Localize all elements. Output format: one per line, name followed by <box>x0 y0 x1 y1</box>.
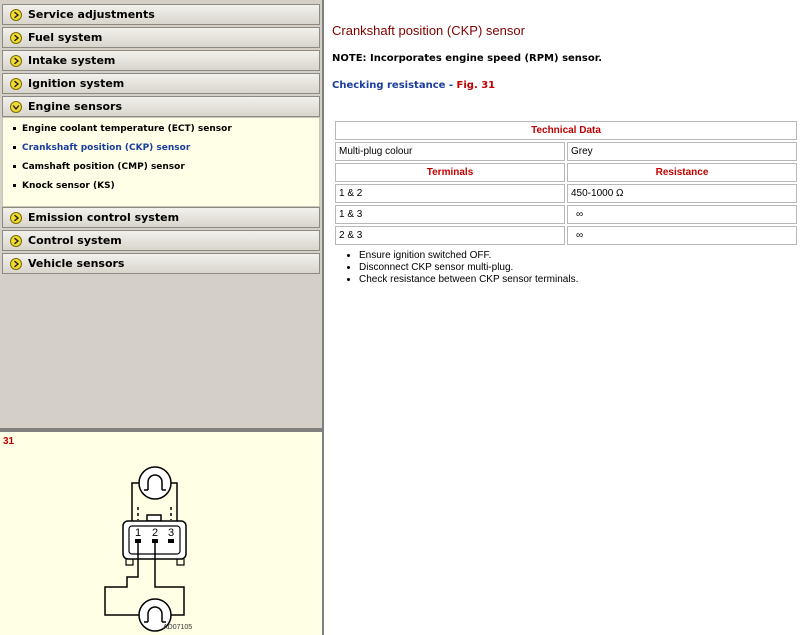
list-item: • Disconnect CKP sensor multi-plug. <box>359 262 578 274</box>
nav-category-control-system[interactable] <box>2 230 320 251</box>
terminal-2-pin <box>152 539 158 543</box>
chevron-right-icon <box>10 212 22 224</box>
checking-label: Checking resistance - <box>332 80 457 91</box>
figure-link[interactable]: Fig. 31 <box>456 80 496 91</box>
nav-item-ect-sensor[interactable]: Engine coolant temperature (ECT) sensor <box>13 124 232 134</box>
table-cell: Multi-plug colour <box>335 142 565 161</box>
terminal-2-label: 2 <box>151 527 159 539</box>
nav-category-label: Control system <box>28 234 122 247</box>
nav-category-vehicle-sensors[interactable] <box>2 253 320 274</box>
chevron-right-icon <box>10 32 22 44</box>
table-cell: Grey <box>567 142 797 161</box>
nav-category-label: Service adjustments <box>28 8 155 21</box>
nav-category-engine-sensors[interactable] <box>2 96 320 117</box>
table-cell: 450-1000 Ω <box>567 184 797 203</box>
chevron-right-icon <box>10 9 22 21</box>
nav-category-label: Emission control system <box>28 211 180 224</box>
nav-category-ignition-system[interactable] <box>2 73 320 94</box>
chevron-right-icon <box>10 235 22 247</box>
terminal-1-pin <box>135 539 141 543</box>
ckp-wiring-diagram <box>0 432 322 635</box>
figure-number: 31 <box>3 436 15 447</box>
nav-category-label: Vehicle sensors <box>28 257 125 270</box>
note-text: NOTE: Incorporates engine speed (RPM) sensor. <box>332 53 603 64</box>
terminal-1-label: 1 <box>134 527 142 539</box>
table-cell: 2 & 3 <box>335 226 565 245</box>
nav-tree <box>0 0 322 430</box>
figure-panel <box>0 432 322 635</box>
table-row <box>335 184 797 203</box>
chevron-right-icon <box>10 258 22 270</box>
left-panel <box>0 0 324 635</box>
table-row <box>335 163 797 182</box>
nav-category-emission-control-system[interactable] <box>2 207 320 228</box>
nav-item-ckp-sensor[interactable]: Crankshaft position (CKP) sensor <box>13 143 190 153</box>
engine-sensors-subitems <box>2 117 320 207</box>
ohmmeter-upper-icon <box>139 467 171 499</box>
table-row <box>335 226 797 245</box>
page-title: Crankshaft position (CKP) sensor <box>332 23 525 38</box>
table-row <box>335 121 797 140</box>
column-header-resistance: Resistance <box>567 163 797 182</box>
nav-category-label: Engine sensors <box>28 100 123 113</box>
table-row <box>335 205 797 224</box>
terminal-3-label: 3 <box>167 527 175 539</box>
procedure-steps <box>326 250 578 286</box>
checking-heading <box>332 80 495 91</box>
table-cell: 1 & 2 <box>335 184 565 203</box>
content-panel <box>326 0 800 635</box>
nav-category-intake-system[interactable] <box>2 50 320 71</box>
table-row <box>335 142 797 161</box>
list-item: • Check resistance between CKP sensor terminals. <box>359 274 578 286</box>
table-cell: ∞ <box>567 226 797 245</box>
nav-item-cmp-sensor[interactable]: Camshaft position (CMP) sensor <box>13 162 185 172</box>
nav-category-service-adjustments[interactable] <box>2 4 320 25</box>
table-title: Technical Data <box>335 121 797 140</box>
nav-category-label: Ignition system <box>28 77 125 90</box>
chevron-right-icon <box>10 55 22 67</box>
terminal-3-pin <box>168 539 174 543</box>
nav-category-label: Fuel system <box>28 31 103 44</box>
table-cell: 1 & 3 <box>335 205 565 224</box>
column-header-terminals: Terminals <box>335 163 565 182</box>
nav-category-label: Intake system <box>28 54 116 67</box>
figure-code: AD07105 <box>163 624 193 631</box>
nav-category-fuel-system[interactable] <box>2 27 320 48</box>
technical-data-table <box>333 119 799 247</box>
chevron-down-icon <box>10 101 22 113</box>
chevron-right-icon <box>10 78 22 90</box>
table-cell: ∞ <box>567 205 797 224</box>
nav-item-knock-sensor[interactable]: Knock sensor (KS) <box>13 181 115 191</box>
connector-tab <box>147 515 161 521</box>
list-item: • Ensure ignition switched OFF. <box>359 250 578 262</box>
